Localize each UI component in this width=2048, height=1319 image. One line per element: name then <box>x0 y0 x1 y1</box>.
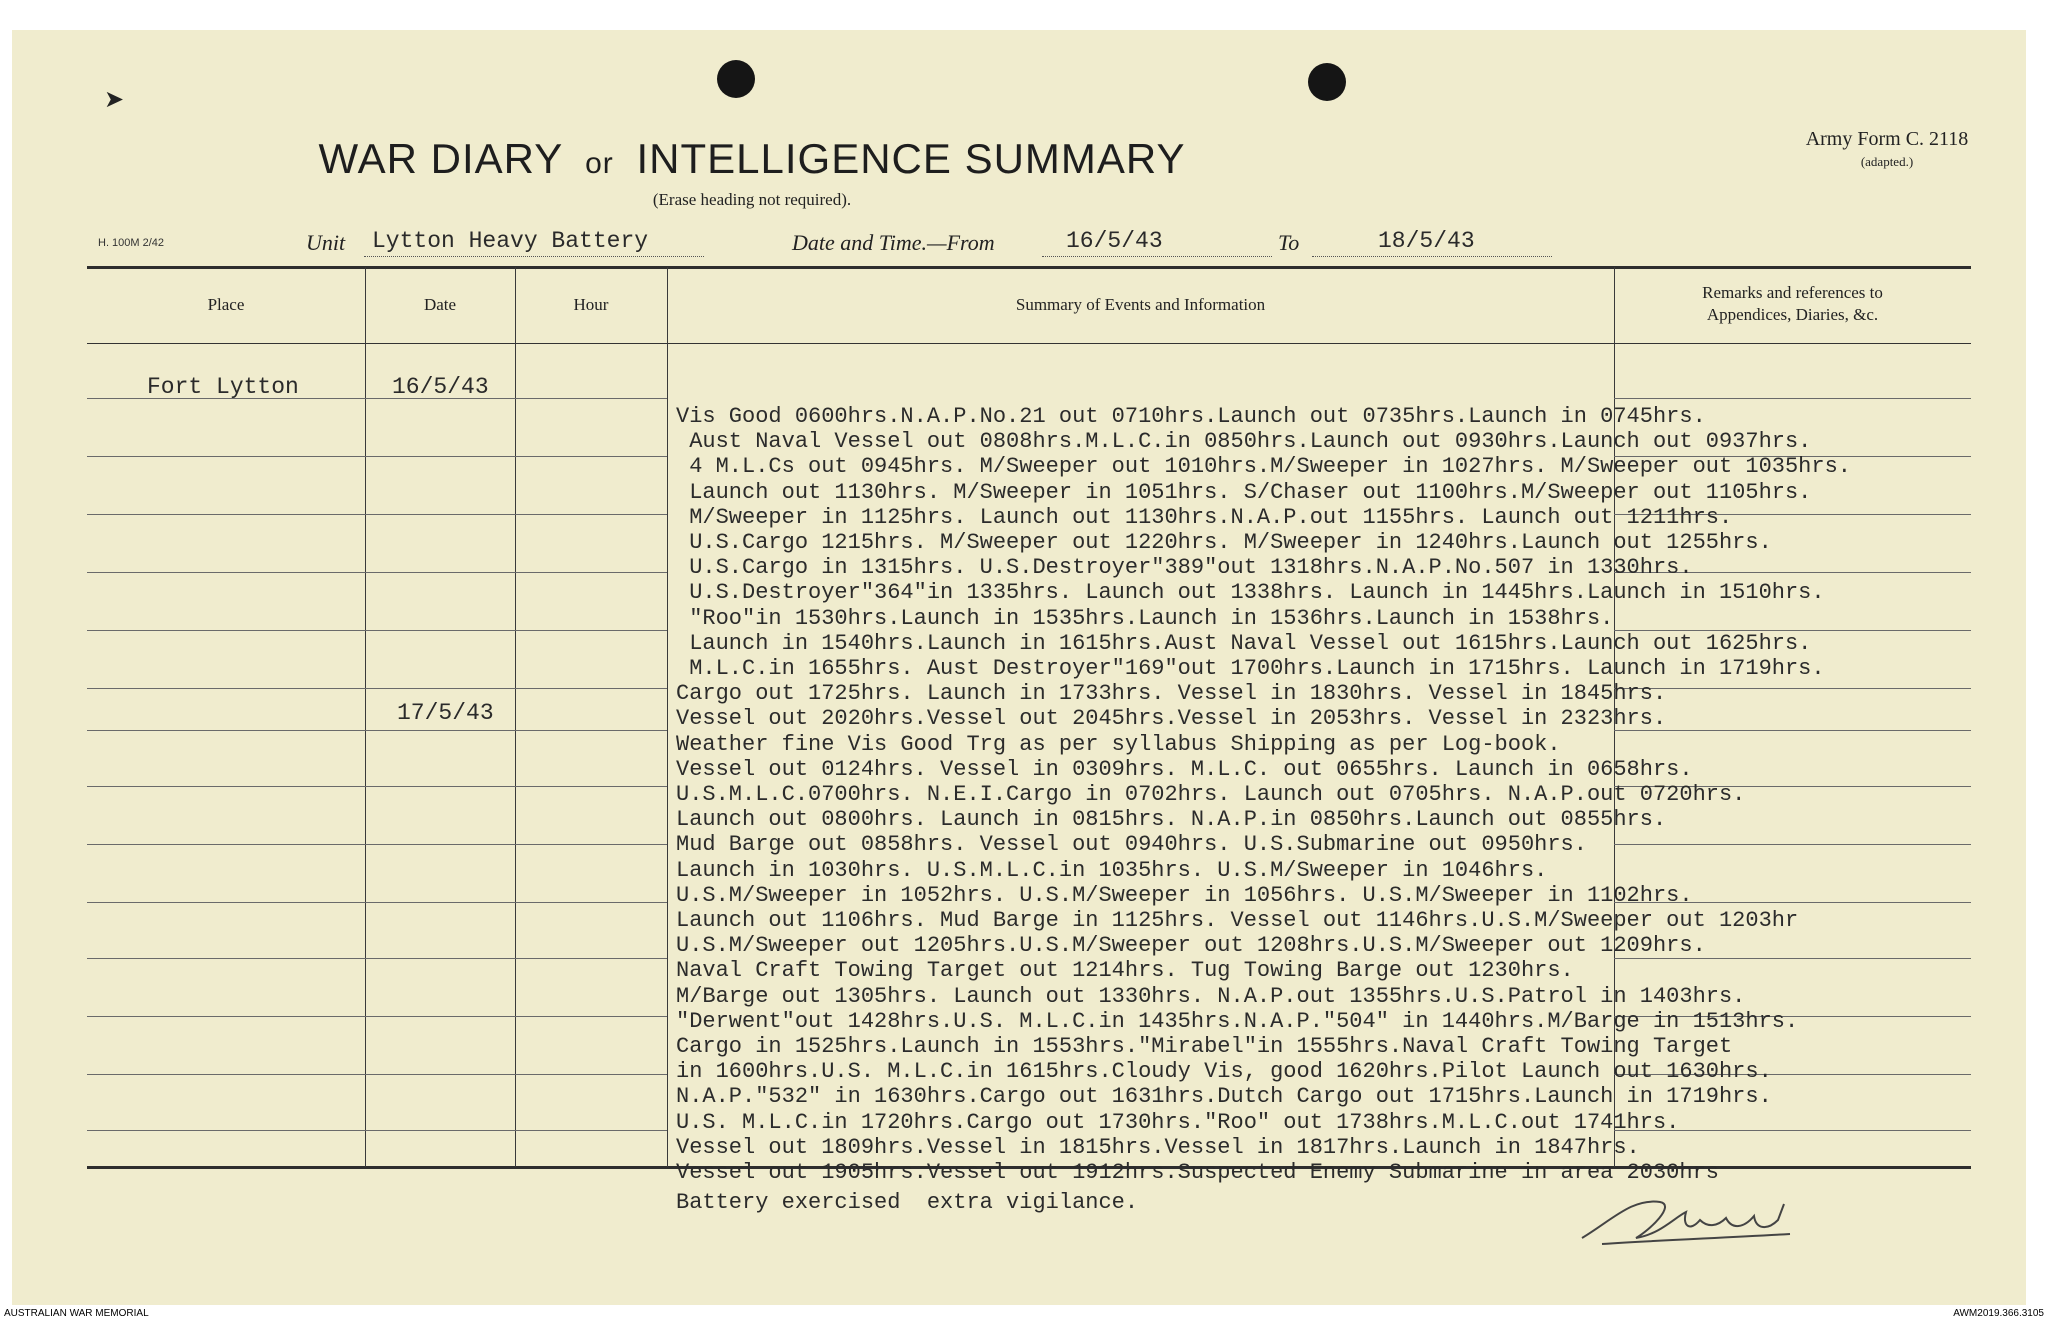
to-label: To <box>1278 230 1300 255</box>
row-rule <box>87 902 365 903</box>
entry-line: Vessel out 1809hrs.Vessel in 1815hrs.Vessel in 1817hrs.Launch in 1847hrs. <box>676 1134 1640 1160</box>
row-rule <box>515 1016 667 1017</box>
footer-credit: AUSTRALIAN WAR MEMORIAL <box>4 1308 149 1319</box>
row-rule <box>365 1074 515 1075</box>
entry-line: U.S.Cargo 1215hrs. M/Sweeper out 1220hrs. M/Sweeper in 1240hrs.Launch out 1255hrs. <box>676 530 1772 556</box>
entry-line: Mud Barge out 0858hrs. Vessel out 0940hrs. U.S.Submarine out 0950hrs. <box>676 832 1587 858</box>
pin-mark-icon: ➤ <box>104 85 125 113</box>
title-rest: INTELLIGENCE SUMMARY <box>636 135 1186 182</box>
entry-line: in 1600hrs.U.S. M.L.C.in 1615hrs.Cloudy Vis, good 1620hrs.Pilot Launch out 1630hrs. <box>676 1059 1772 1085</box>
entry-line: N.A.P."532" in 1630hrs.Cargo out 1631hrs.Dutch Cargo out 1715hrs.Launch in 1719hrs. <box>676 1084 1772 1110</box>
diary-page <box>12 30 2026 1305</box>
title-main: WAR DIARY <box>318 135 563 182</box>
row-rule <box>365 1016 515 1017</box>
page-subtitle: (Erase heading not required). <box>652 190 852 209</box>
row-rule <box>515 514 667 515</box>
row-rule <box>365 1130 515 1131</box>
entry-line: "Roo"in 1530hrs.Launch in 1535hrs.Launch in 1536hrs.Launch in 1538hrs. <box>676 605 1614 631</box>
date-range-label: Date and Time.—From <box>792 230 995 255</box>
row-rule <box>365 630 515 631</box>
entry-line: Launch out 0800hrs. Launch in 0815hrs. N.A.P.in 0850hrs.Launch out 0855hrs. <box>676 807 1667 833</box>
row-rule <box>365 730 515 731</box>
entry-line: Vessel out 2020hrs.Vessel out 2045hrs.Vessel in 2053hrs. Vessel in 2323hrs. <box>676 706 1667 732</box>
row-rule <box>365 958 515 959</box>
unit-label: Unit <box>306 230 346 255</box>
row-rule <box>87 1016 365 1017</box>
page-title <box>12 135 1492 183</box>
entry-line: Launch in 1540hrs.Launch in 1615hrs.Aust Naval Vessel out 1615hrs.Launch out 1625hrs. <box>676 630 1812 656</box>
entry-line: Weather fine Vis Good Trg as per syllabus Shipping as per Log-book. <box>676 731 1561 757</box>
entry-line: U.S.M/Sweeper in 1052hrs. U.S.M/Sweeper in 1056hrs. U.S.M/Sweeper in 1102hrs. <box>676 882 1693 908</box>
remarks-line-1: Remarks and references to <box>1702 283 1883 302</box>
row-rule <box>365 688 515 689</box>
entry-line: M.L.C.in 1655hrs. Aust Destroyer"169"out 1700hrs.Launch in 1715hrs. Launch in 1719hrs. <box>676 656 1825 682</box>
col-divider-place <box>365 267 366 1167</box>
signature <box>1572 1190 1832 1265</box>
row-rule <box>515 902 667 903</box>
row-rule <box>87 1130 365 1131</box>
row-rule <box>87 1074 365 1075</box>
unit-underline <box>364 256 704 257</box>
from-underline <box>1042 256 1272 257</box>
row-rule <box>365 786 515 787</box>
row-rule <box>515 456 667 457</box>
print-code: H. 100M 2/42 <box>98 237 165 249</box>
entry-line: Launch out 1106hrs. Mud Barge in 1125hrs. Vessel out 1146hrs.U.S.M/Sweeper out 1203hr <box>676 908 1799 934</box>
entry-line: M/Barge out 1305hrs. Launch out 1330hrs. N.A.P.out 1355hrs.U.S.Patrol in 1403hrs. <box>676 983 1746 1009</box>
to-date: 18/5/43 <box>1378 228 1475 254</box>
col-header-hour: Hour <box>573 295 609 314</box>
col-divider-hour <box>667 267 668 1167</box>
row-rule <box>515 688 667 689</box>
entry-line: U.S.M.L.C.0700hrs. N.E.I.Cargo in 0702hrs. Launch out 0705hrs. N.A.P.out 0720hrs. <box>676 782 1746 808</box>
row-rule <box>515 844 667 845</box>
to-underline <box>1312 256 1552 257</box>
entry-line: U.S. M.L.C.in 1720hrs.Cargo out 1730hrs."Roo" out 1738hrs.M.L.C.out 1741hrs. <box>676 1109 1680 1135</box>
entry-line: U.S.Destroyer"364"in 1335hrs. Launch out 1338hrs. Launch in 1445hrs.Launch in 1510hrs. <box>676 580 1825 606</box>
entry-line: Vis Good 0600hrs.N.A.P.No.21 out 0710hrs.Launch out 0735hrs.Launch in 0745hrs. <box>676 404 1706 429</box>
punch-hole-left <box>717 60 755 98</box>
row-rule <box>515 786 667 787</box>
row-rule <box>87 688 365 689</box>
row-rule <box>515 630 667 631</box>
form-number: Army Form C. 2118 <box>1805 128 1969 150</box>
footer-reference: AWM2019.366.3105 <box>1953 1308 2044 1319</box>
row-rule <box>365 514 515 515</box>
from-date: 16/5/43 <box>1066 228 1163 254</box>
entry-line: Aust Naval Vessel out 0808hrs.M.L.C.in 0850hrs.Launch out 0930hrs.Launch out 0937hrs. <box>676 429 1812 455</box>
row-rule <box>365 572 515 573</box>
entry-line: Launch out 1130hrs. M/Sweeper in 1051hrs. S/Chaser out 1100hrs.M/Sweeper out 1105hrs. <box>676 479 1812 505</box>
place-cell: Fort Lytton <box>147 374 299 400</box>
title-or: or <box>585 147 614 180</box>
entry-line: U.S.M/Sweeper out 1205hrs.U.S.M/Sweeper out 1208hrs.U.S.M/Sweeper out 1209hrs. <box>676 933 1706 959</box>
entry-line: U.S.Cargo in 1315hrs. U.S.Destroyer"389"out 1318hrs.N.A.P.No.507 in 1330hrs. <box>676 555 1693 581</box>
row-rule <box>87 958 365 959</box>
row-rule <box>87 572 365 573</box>
col-header-summary: Summary of Events and Information <box>1015 295 1266 314</box>
col-divider-date <box>515 267 516 1167</box>
col-header-date: Date <box>423 295 457 314</box>
entry-line: Vessel out 1905hrs.Vessel out 1912hrs.Suspected Enemy Submarine in area 2030hrs <box>676 1160 1719 1186</box>
row-rule <box>1614 398 1971 399</box>
row-rule <box>87 456 365 457</box>
unit-value: Lytton Heavy Battery <box>372 228 649 254</box>
row-rule <box>365 844 515 845</box>
entry-line: Launch in 1030hrs. U.S.M.L.C.in 1035hrs. U.S.M/Sweeper in 1046hrs. <box>676 857 1548 883</box>
col-header-place: Place <box>207 295 245 314</box>
entry-line: "Derwent"out 1428hrs.U.S. M.L.C.in 1435hrs.N.A.P."504" in 1440hrs.M/Barge in 1513hrs. <box>676 1008 1799 1034</box>
row-rule <box>365 902 515 903</box>
header-bottom-rule <box>87 343 1971 344</box>
form-note: (adapted.) <box>1860 154 1914 169</box>
row-rule <box>515 1130 667 1131</box>
row-rule <box>87 730 365 731</box>
footer-entry: Battery exercised extra vigilance. <box>676 1190 1139 1215</box>
row-rule <box>87 844 365 845</box>
row-rule <box>515 572 667 573</box>
row-rule <box>515 398 667 399</box>
row-rule <box>515 730 667 731</box>
row-rule <box>365 456 515 457</box>
entry-line: Cargo in 1525hrs.Launch in 1553hrs."Mirabel"in 1555hrs.Naval Craft Towing Target <box>676 1034 1733 1060</box>
entry-line: Vessel out 0124hrs. Vessel in 0309hrs. M.L.C. out 0655hrs. Launch in 0658hrs. <box>676 756 1693 782</box>
entry-line: 4 M.L.Cs out 0945hrs. M/Sweeper out 1010hrs.M/Sweeper in 1027hrs. M/Sweeper out 1035hrs. <box>676 454 1851 480</box>
row-rule <box>87 786 365 787</box>
row-rule <box>87 514 365 515</box>
entry-line: M/Sweeper in 1125hrs. Launch out 1130hrs.N.A.P.out 1155hrs. Launch out 1211hrs. <box>676 504 1733 530</box>
row-rule <box>515 1074 667 1075</box>
entry-line: Naval Craft Towing Target out 1214hrs. Tug Towing Barge out 1230hrs. <box>676 958 1574 984</box>
date-cell: 16/5/43 <box>392 374 489 400</box>
col-header-remarks <box>1614 282 1971 326</box>
row-rule <box>87 630 365 631</box>
remarks-line-2: Appendices, Diaries, &c. <box>1706 305 1879 324</box>
entry-line: Cargo out 1725hrs. Launch in 1733hrs. Vessel in 1830hrs. Vessel in 1845hrs. <box>676 681 1667 707</box>
table-top-rule <box>87 266 1971 269</box>
punch-hole-right <box>1308 63 1346 101</box>
summary-entries <box>676 404 1996 1185</box>
date-cell: 17/5/43 <box>397 700 494 726</box>
row-rule <box>515 958 667 959</box>
